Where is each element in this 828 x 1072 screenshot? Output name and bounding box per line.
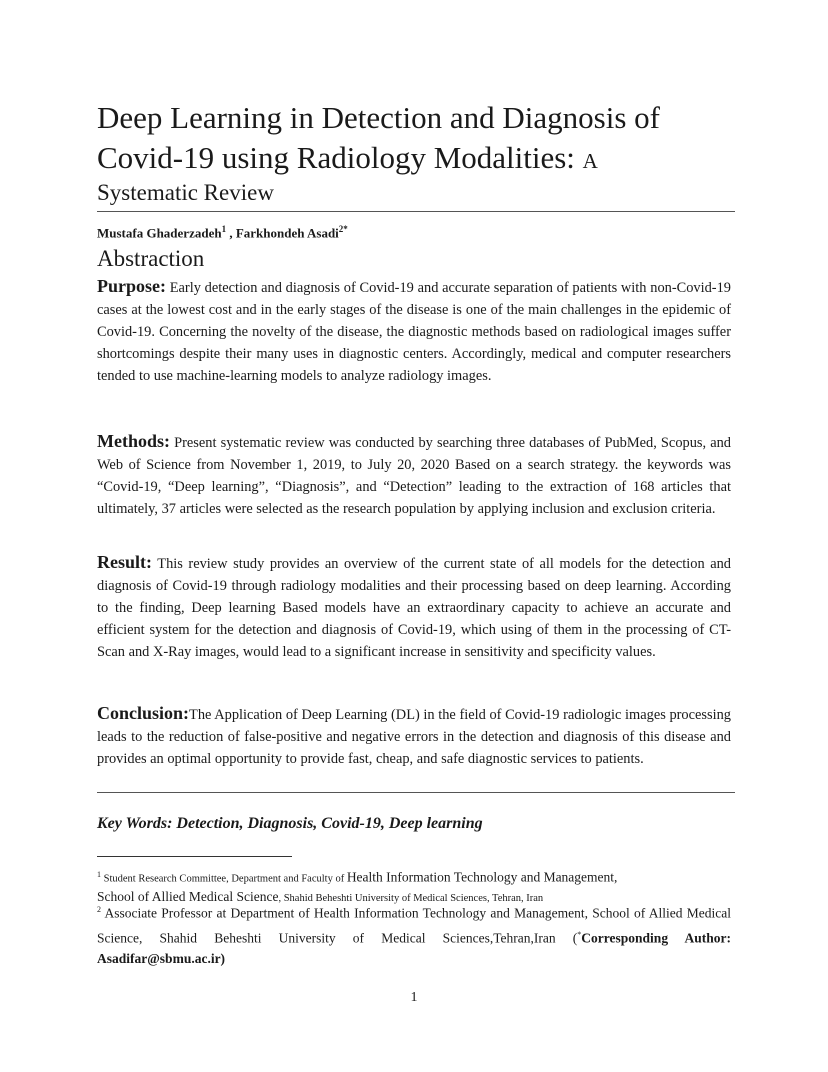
author-2: Farkhondeh Asadi [235,225,339,241]
footnote-2 [97,899,731,969]
purpose-heading: Purpose: [97,276,166,296]
result-heading: Result: [97,552,152,572]
author-line [97,224,348,241]
footnote-rule [97,856,292,857]
title-line-2-small: A [582,149,598,173]
footnote-2-text: Associate Professor at Department of Health Information Technology and Management, School of Allied Medical Science, Shahid Beheshti University of Medical Sciences,Tehran,Iran ( [97,905,731,945]
keywords-line: Key Words: Detection, Diagnosis, Covid-19, Deep learning [97,815,483,832]
footnote-1-mark: 1 [97,870,101,879]
abstract-rule [97,792,735,793]
corresponding-author: Corresponding Author: Asadifar@sbmu.ac.ir) [97,930,731,966]
footnote-2-mark: 2 [97,905,101,914]
author-1-affiliation: 1 [221,224,227,234]
footnote-1-part-c: School of Allied Medical Science [97,888,279,904]
footnote-1-part-b: Health Information Technology and Management, [346,869,618,885]
conclusion-heading: Conclusion: [97,703,190,723]
paper-title [97,98,737,181]
purpose-text: Early detection and diagnosis of Covid-19 and accurate separation of patients with non-Covid-19 cases at the lowest cost and in the early stages of the disease is one of the main challenges in the epidemic of Covid-19. Concerning the novelty of the disease, the diagnostic methods based on radiological images suffer shortcomings despite their many uses in diagnostic centers. Accordingly, medical and computer researchers tended to use machine-learning models to analyze radiology images. [97,280,731,384]
methods-text: Present systematic review was conducted by searching three databases of PubMed, Scopus, and Web of Science from November 1, 2019, to July 20, 2020 Based on a search strategy. the keywords was “Covid-19, “Deep learning”, “Diagnosis”, and “Detection” leading to the extraction of 168 articles that ultimately, 37 articles were selected as the research population by applying inclusion and exclusion criteria. [97,435,731,517]
conclusion-text: The Application of Deep Learning (DL) in the field of Covid-19 radiologic images processing leads to the reduction of false-positive and negative errors in the detection and diagnosis of this disease and provides an optimal opportunity to provide fast, cheap, and safe diagnostic services to patients. [97,707,731,767]
footnote-1-part-d: , Shahid Beheshti University of Medical Sciences, Tehran, Iran [278,892,544,904]
purpose-section [97,275,731,387]
author-separator: , [226,225,236,241]
page-number: 1 [410,990,418,1005]
conclusion-section [97,702,731,770]
title-line-2: Covid-19 using Radiology Modalities: [97,140,575,175]
result-text: This review study provides an overview of the current state of all models for the detection and diagnosis of Covid-19 through radiology modalities and their processing based on deep learning. According to the finding, Deep learning Based models have an extraordinary capacity to achieve an accurate and efficient system for the detection and diagnosis of Covid-19, which using of them in the processing of CT-Scan and X-Ray images, would lead to a significant increase in sensitivity and specificity values. [97,556,731,660]
abstract-heading: Abstraction [97,246,205,271]
title-rule [97,211,735,212]
title-line-3: Systematic Review [97,180,274,205]
author-1: Mustafa Ghaderzadeh [97,225,222,241]
footnote-1-part-a: Student Research Committee, Department and Faculty of [101,873,347,885]
methods-section [97,430,731,520]
methods-heading: Methods: [97,431,170,451]
result-section [97,551,731,663]
author-2-affiliation: 2* [338,224,348,234]
footnote-2-star: * [577,929,582,939]
title-line-1: Deep Learning in Detection and Diagnosis of [97,100,660,135]
